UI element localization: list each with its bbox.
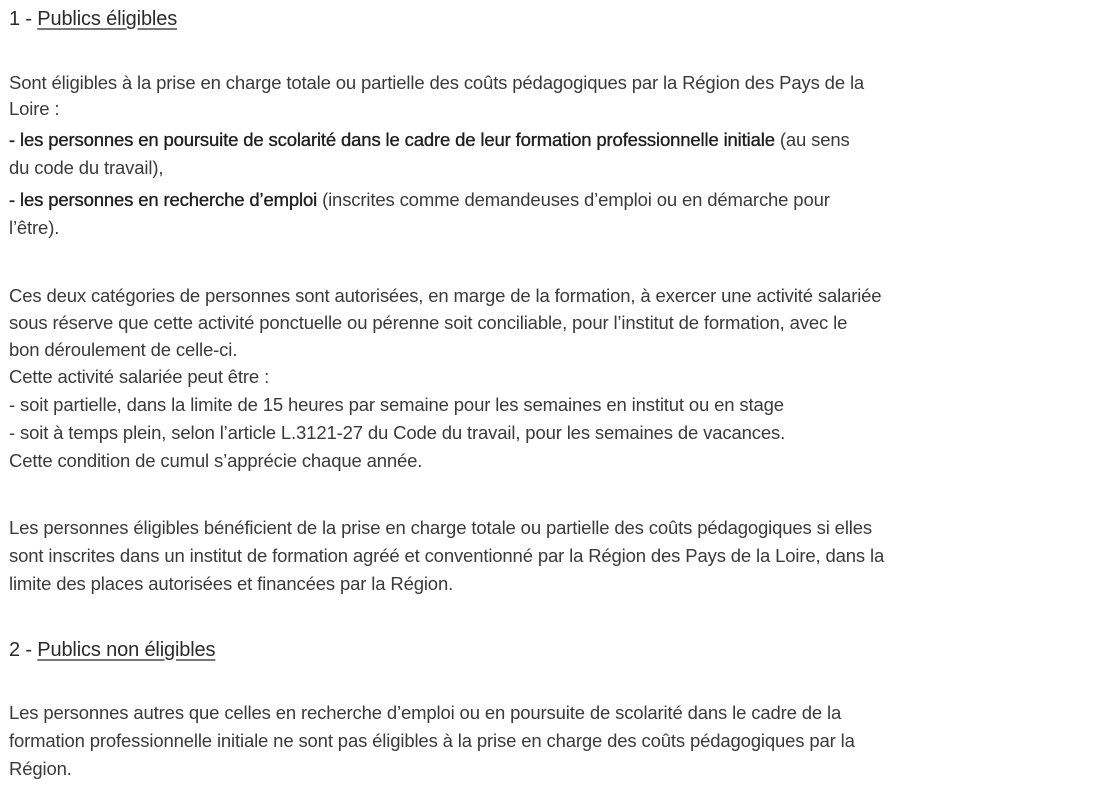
- list-item-1-bold: - les personnes en poursuite de scolarité dans le cadre de leur formation professionnelle initiale: [9, 129, 775, 150]
- paragraph-2-line: - soit partielle, dans la limite de 15 heures par semaine pour les semaines en institut ou en stage: [9, 394, 784, 415]
- paragraph-3-line: Les personnes éligibles bénéficient de la prise en charge totale ou partielle des coûts pédagogiques si elles: [9, 517, 872, 538]
- paragraph-3-line: sont inscrites dans un institut de formation agréé et conventionné par la Région des Pays de la Loire, dans la: [9, 545, 885, 566]
- paragraph-2-line: - soit à temps plein, selon l’article L.3121-27 du Code du travail, pour les semaines de vacances.: [9, 422, 786, 443]
- list-item-2-line-2: l’être).: [9, 217, 60, 238]
- section-2-paragraph-line: Les personnes autres que celles en recherche d’emploi ou en poursuite de scolarité dans le cadre de la: [9, 702, 842, 723]
- paragraph-2-line: Cette activité salariée peut être :: [9, 366, 270, 387]
- section-1-number: 1 -: [9, 8, 38, 30]
- list-item-2-bold: - les personnes en recherche d’emploi: [9, 189, 318, 210]
- section-2-title: Publics non éligibles: [37, 639, 216, 661]
- list-item-1-line-2: du code du travail),: [9, 157, 164, 178]
- section-2-heading: [9, 638, 215, 663]
- paragraph-2-line: Cette condition de cumul s’apprécie chaque année.: [9, 450, 423, 471]
- list-item-2-rest: (inscrites comme demandeuses d’emploi ou en démarche pour: [317, 189, 830, 210]
- list-item-1-rest: (au sens: [774, 129, 850, 150]
- section-1-heading: [9, 7, 177, 32]
- section-2-paragraph-line: formation professionnelle initiale ne sont pas éligibles à la prise en charge des coûts pédagogiques par la: [9, 730, 855, 751]
- intro-line-1: Sont éligibles à la prise en charge totale ou partielle des coûts pédagogiques par la Région des Pays de la: [9, 72, 865, 93]
- paragraph-2-line: bon déroulement de celle-ci.: [9, 339, 238, 360]
- paragraph-3-line: limite des places autorisées et financées par la Région.: [9, 573, 454, 594]
- section-2-number: 2 -: [9, 639, 38, 661]
- section-2-paragraph-line: Région.: [9, 758, 72, 779]
- paragraph-2-line: Ces deux catégories de personnes sont autorisées, en marge de la formation, à exercer une activité salariée: [9, 285, 882, 306]
- section-1-title: Publics éligibles: [37, 8, 178, 30]
- paragraph-2-line: sous réserve que cette activité ponctuelle ou pérenne soit conciliable, pour l’institut de formation, avec le: [9, 312, 848, 333]
- list-item-2: [9, 187, 830, 212]
- intro-line-2: Loire :: [9, 98, 60, 119]
- list-item-1: [9, 127, 850, 152]
